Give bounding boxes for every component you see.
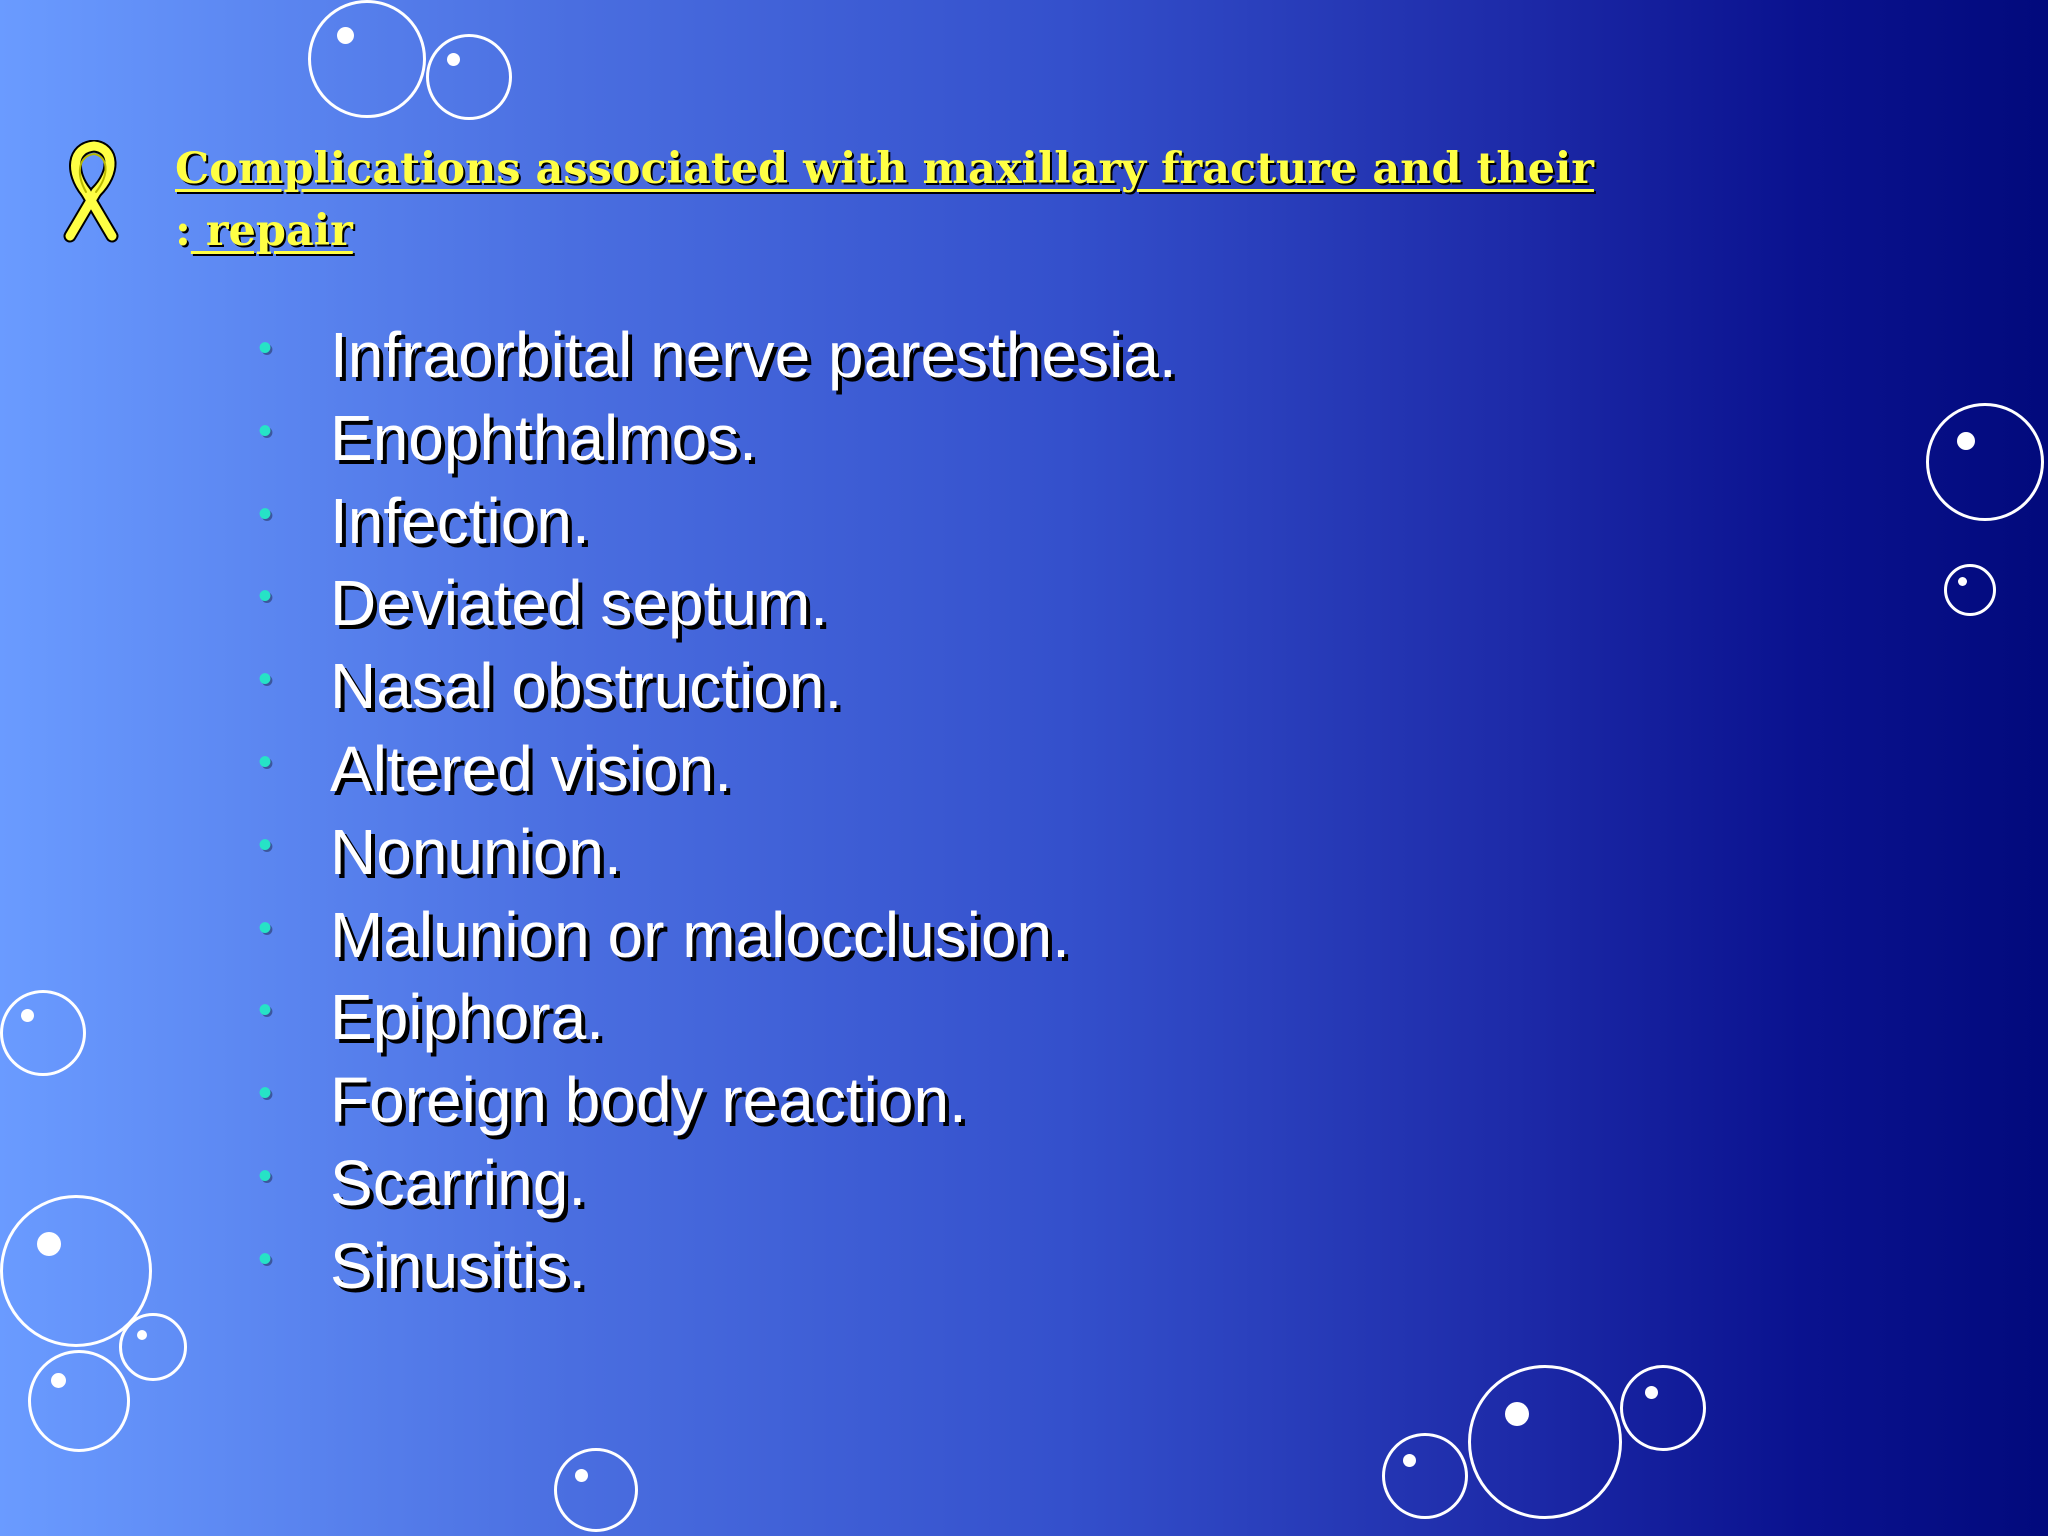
list-item — [258, 399, 1177, 482]
title-colon: : — [175, 206, 191, 256]
bullet-dot-icon: • — [258, 822, 273, 867]
bubble-icon — [1382, 1433, 1468, 1519]
slide-title — [175, 138, 1735, 262]
bubble-icon — [1926, 403, 2044, 521]
list-item-text: Infraorbital nerve paresthesia. — [330, 319, 1177, 391]
list-item — [258, 978, 1177, 1061]
list-item-text: Foreign body reaction. — [330, 1064, 967, 1137]
bullet-dot-icon: • — [258, 739, 273, 784]
list-item-text: Sinusitis. — [330, 1229, 587, 1302]
complications-list — [258, 316, 1177, 1310]
bubble-icon — [554, 1448, 638, 1532]
bubble-icon — [119, 1313, 187, 1381]
awareness-ribbon-icon — [56, 140, 126, 244]
bubble-icon — [28, 1350, 130, 1452]
bubble-icon — [1468, 1365, 1622, 1519]
list-item-text: Deviated septum. — [330, 567, 829, 640]
list-item — [258, 730, 1177, 813]
list-item — [258, 1227, 1177, 1310]
bubble-icon — [1944, 564, 1996, 616]
list-item — [258, 564, 1177, 647]
list-item-text: Scarring. — [330, 1146, 587, 1219]
list-item-text: Malunion or malocclusion. — [330, 898, 1070, 971]
list-item — [258, 647, 1177, 730]
title-line-1: Complications associated with maxillary fracture and their — [175, 144, 1594, 194]
bubble-icon — [1620, 1365, 1706, 1451]
bullet-dot-icon: • — [258, 988, 273, 1033]
list-item — [258, 482, 1177, 565]
bubble-icon — [0, 990, 86, 1076]
bullet-dot-icon: • — [258, 657, 273, 702]
list-item-text: Nonunion. — [330, 815, 622, 888]
bullet-dot-icon: • — [258, 574, 273, 619]
list-item — [258, 896, 1177, 979]
bullet-dot-icon: • — [258, 408, 273, 453]
bullet-dot-icon: • — [258, 491, 273, 536]
bubble-icon — [426, 34, 512, 120]
list-item — [258, 1061, 1177, 1144]
list-item-text: Nasal obstruction. — [330, 650, 843, 723]
list-item — [258, 316, 1177, 399]
list-item-text: Altered vision. — [330, 732, 732, 805]
bullet-dot-icon: • — [258, 326, 273, 370]
bullet-dot-icon: • — [258, 1153, 273, 1198]
bullet-dot-icon: • — [258, 905, 273, 950]
list-item-text: Infection. — [330, 484, 590, 557]
list-item — [258, 813, 1177, 896]
list-item-text: Epiphora. — [330, 981, 604, 1054]
list-item-text: Enophthalmos. — [330, 401, 757, 474]
list-item — [258, 1144, 1177, 1227]
bubble-icon — [308, 0, 426, 118]
title-line-2: repair — [190, 206, 353, 256]
bullet-dot-icon: • — [258, 1236, 273, 1281]
bullet-dot-icon: • — [258, 1071, 273, 1116]
